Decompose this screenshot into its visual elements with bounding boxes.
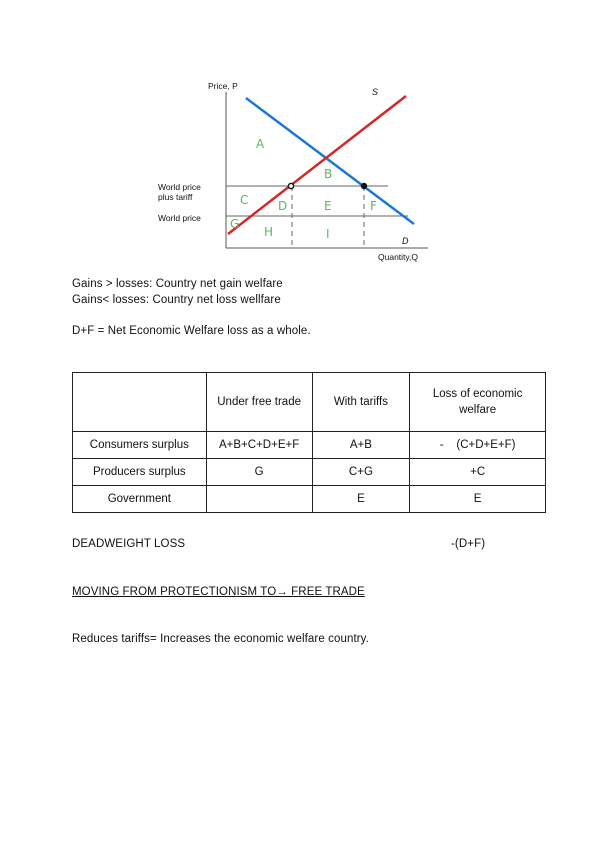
table-row (73, 459, 546, 486)
region-g: G (230, 217, 240, 231)
table-row (73, 432, 546, 459)
region-i: I (326, 227, 330, 241)
deadweight-label: DEADWEIGHT LOSS (72, 538, 186, 550)
world-price-tariff-label-2: plus tariff (158, 192, 193, 202)
demand-label: D (402, 236, 409, 246)
table-cell: Consumers surplus (73, 432, 207, 459)
table-cell (206, 486, 312, 513)
note-gains-less: Gains< losses: Country net loss wellfare (72, 294, 281, 306)
moving-title: MOVING FROM PROTECTIONISM TO→ FREE TRADE (72, 586, 365, 598)
deadweight-value: -(D+F) (451, 538, 486, 550)
supply-curve (228, 96, 406, 234)
conclusion-text: Reduces tariffs= Increases the economic welfare country. (72, 633, 369, 645)
supply-label: S (372, 87, 379, 97)
welfare-table (72, 372, 546, 513)
tariff-supply-point (288, 183, 293, 188)
table-header-cell: Loss of economic welfare (410, 373, 546, 432)
table-header-row (73, 373, 546, 432)
region-c: C (240, 193, 249, 207)
tariff-diagram (150, 76, 450, 266)
world-price-label: World price (158, 213, 201, 223)
region-e: E (324, 199, 332, 213)
table-cell: E (410, 486, 546, 513)
region-a: A (256, 137, 265, 151)
table-cell: - (C+D+E+F) (410, 432, 546, 459)
x-axis-label: Quantity,Q (378, 252, 418, 262)
table-cell: A+B (312, 432, 410, 459)
table-row (73, 486, 546, 513)
table-cell: +C (410, 459, 546, 486)
table-cell: C+G (312, 459, 410, 486)
region-h: H (264, 225, 274, 239)
table-cell: E (312, 486, 410, 513)
table-cell: G (206, 459, 312, 486)
region-f: F (370, 199, 377, 213)
table-header-cell (73, 373, 207, 432)
table-cell: Government (73, 486, 207, 513)
tariff-demand-point (361, 183, 367, 189)
table-cell: A+B+C+D+E+F (206, 432, 312, 459)
region-b: B (324, 167, 333, 181)
y-axis-label: Price, P (208, 81, 238, 91)
table-cell: Producers surplus (73, 459, 207, 486)
region-d: D (278, 199, 288, 213)
table-header-cell: With tariffs (312, 373, 410, 432)
note-gains-greater: Gains > losses: Country net gain welfare (72, 278, 283, 290)
note-net-loss: D+F = Net Economic Welfare loss as a whole. (72, 325, 311, 337)
table-header-cell: Under free trade (206, 373, 312, 432)
world-price-tariff-label-1: World price (158, 182, 201, 192)
